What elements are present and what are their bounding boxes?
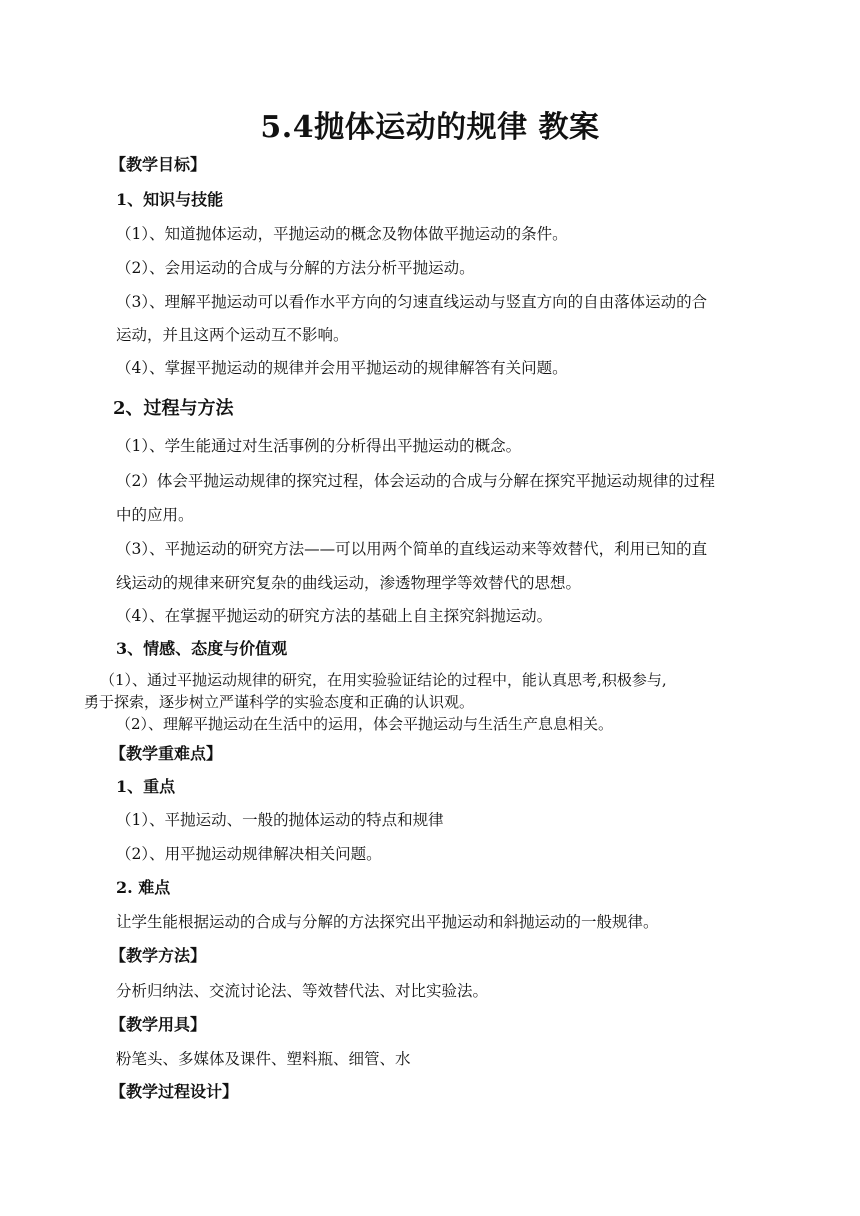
paragraph-line: 勇于探索，逐步树立严谨科学的实验态度和正确的认识观。 bbox=[84, 693, 475, 711]
paragraph-line: （1）、通过平抛运动规律的研究，在用实验验证结论的过程中，能认真思考,积极参与, bbox=[100, 671, 667, 689]
subheading-difficult-point: 2. 难点 bbox=[116, 878, 171, 897]
paragraph-line: （2）体会平抛运动规律的探究过程，体会运动的合成与分解在探究平抛运动规律的过程 bbox=[116, 472, 715, 490]
paragraph-line: （4）、掌握平抛运动的规律并会用平抛运动的规律解答有关问题。 bbox=[116, 359, 568, 377]
section-heading-process-design: 【教学过程设计】 bbox=[110, 1082, 239, 1101]
paragraph-line: 分析归纳法、交流讨论法、等效替代法、对比实验法。 bbox=[116, 982, 489, 1000]
paragraph-line: （1）、学生能通过对生活事例的分析得出平抛运动的概念。 bbox=[116, 437, 522, 455]
subheading-attitudes-values: 3、情感、态度与价值观 bbox=[116, 639, 288, 658]
subheading-knowledge-skills: 1、知识与技能 bbox=[116, 190, 224, 209]
document-title: 5.4抛体运动的规律 教案 bbox=[260, 110, 600, 145]
paragraph-line: 让学生能根据运动的合成与分解的方法探究出平抛运动和斜抛运动的一般规律。 bbox=[116, 913, 659, 931]
paragraph-line: 中的应用。 bbox=[116, 506, 194, 524]
paragraph-line: （2）、用平抛运动规律解决相关问题。 bbox=[116, 845, 382, 863]
paragraph-line: （3）、平抛运动的研究方法——可以用两个简单的直线运动来等效替代，利用已知的直 bbox=[116, 540, 708, 558]
paragraph-line: 线运动的规律来研究复杂的曲线运动，渗透物理学等效替代的思想。 bbox=[116, 574, 582, 592]
paragraph-line: 粉笔头、多媒体及课件、塑料瓶、细管、水 bbox=[116, 1050, 411, 1068]
section-heading-objectives: 【教学目标】 bbox=[110, 155, 207, 174]
subheading-key-point: 1、重点 bbox=[116, 777, 176, 796]
section-heading-methods: 【教学方法】 bbox=[110, 946, 207, 965]
paragraph-line: （2）、会用运动的合成与分解的方法分析平抛运动。 bbox=[116, 259, 475, 277]
section-heading-tools: 【教学用具】 bbox=[110, 1015, 207, 1034]
paragraph-line: （4）、在掌握平抛运动的研究方法的基础上自主探究斜抛运动。 bbox=[116, 607, 553, 625]
subheading-process-methods: 2、过程与方法 bbox=[113, 398, 234, 419]
section-heading-key-points: 【教学重难点】 bbox=[110, 744, 223, 763]
paragraph-line: （1）、平抛运动、一般的抛体运动的特点和规律 bbox=[116, 811, 444, 829]
paragraph-line: （3）、理解平抛运动可以看作水平方向的匀速直线运动与竖直方向的自由落体运动的合 bbox=[116, 293, 708, 311]
paragraph-line: （2）、理解平抛运动在生活中的运用，体会平抛运动与生活生产息息相关。 bbox=[116, 715, 614, 733]
paragraph-line: （1）、知道抛体运动，平抛运动的概念及物体做平抛运动的条件。 bbox=[116, 225, 568, 243]
paragraph-line: 运动，并且这两个运动互不影响。 bbox=[116, 326, 349, 344]
